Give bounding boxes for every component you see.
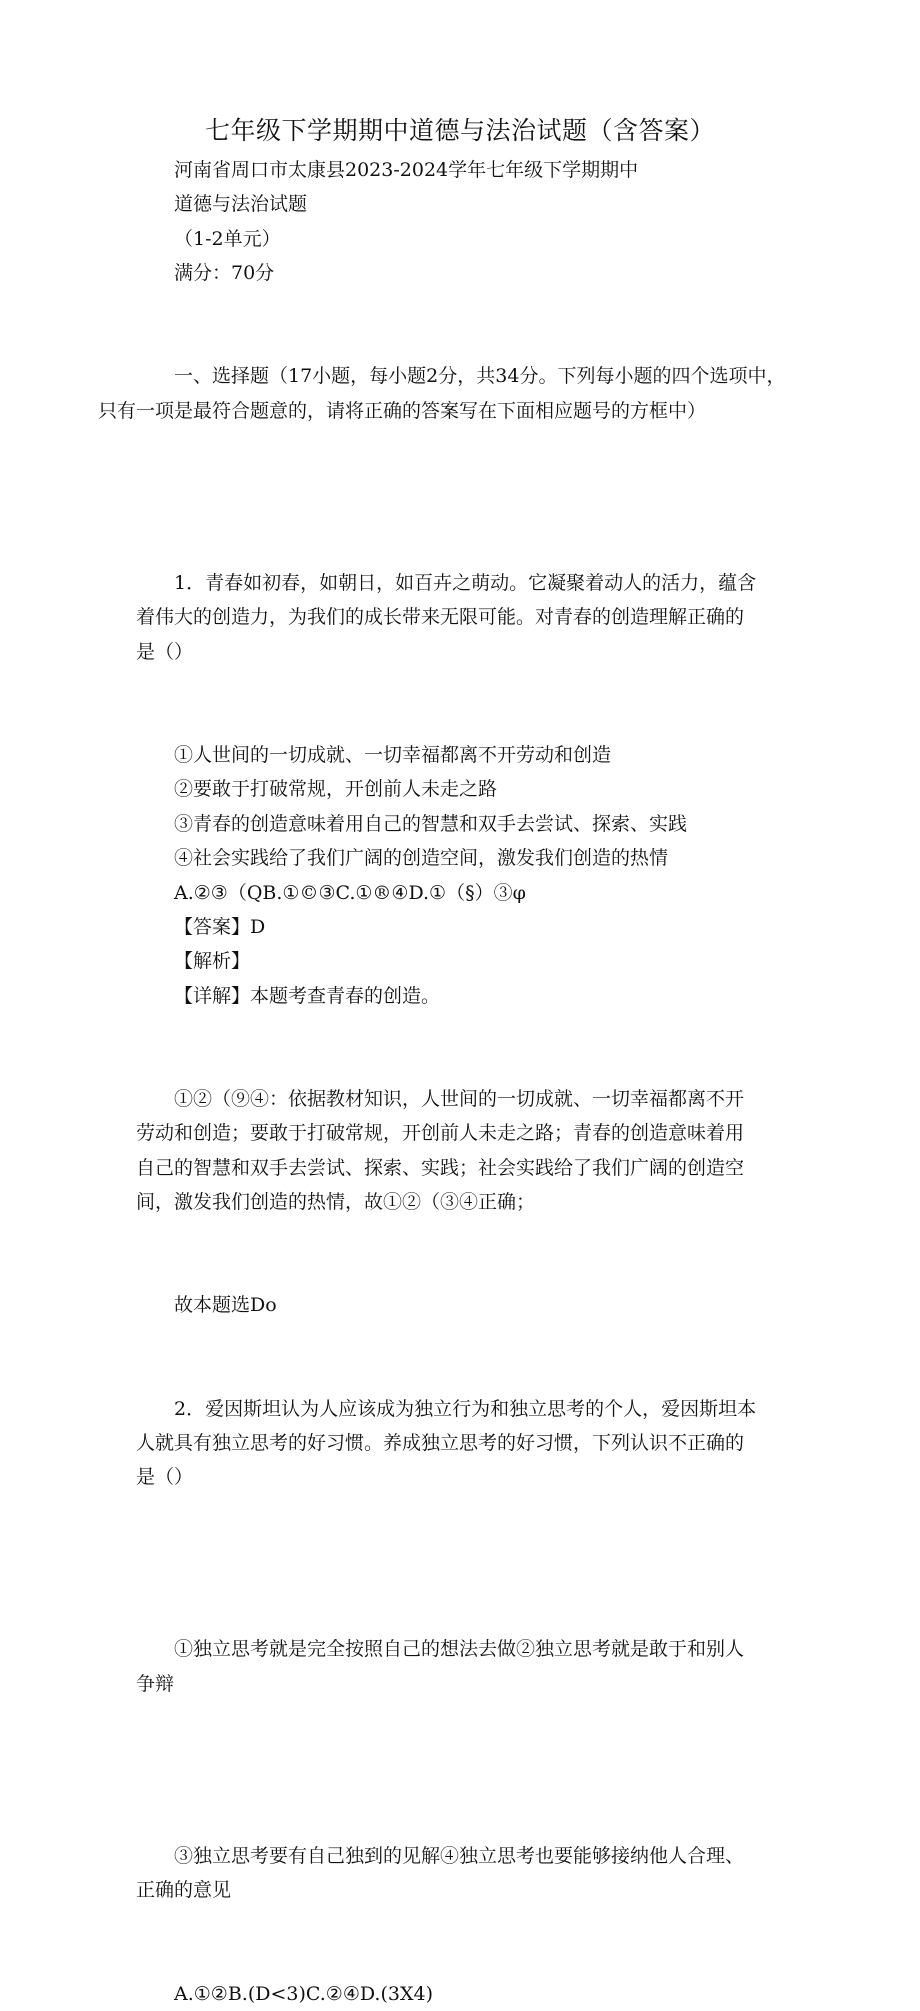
q2-item-line: 正确的意见 (136, 1879, 232, 1902)
q1-item: ③青春的创造意味着用自己的智慧和双手去尝试、探索、实践 (174, 812, 688, 835)
q1-explanation (136, 1013, 796, 1288)
header-line-subject: 道德与法治试题 (174, 193, 308, 216)
q1-explanation-line: 自己的智慧和双手去尝试、探索、实践；社会实践给了我们广阔的创造空 (136, 1156, 745, 1179)
q1-analysis-label: 【解析】 (174, 950, 251, 973)
q2-stem (136, 1323, 796, 1564)
section-intro-line: 只有一项是最符合题意的，请将正确的答案写在下面相应题号的方框中） (98, 399, 707, 422)
q2-item-line: 争辩 (136, 1672, 175, 1695)
q2-item-line: ③独立思考要有自己独到的见解④独立思考也要能够接纳他人合理、 (174, 1844, 745, 1867)
section-intro (98, 291, 796, 497)
q1-stem-line: 1．青春如初春，如朝日，如百卉之萌动。它凝聚着动人的活力，蕴含 (174, 571, 757, 594)
q1-item: ②要敢于打破常规，开创前人未走之路 (174, 778, 498, 801)
q1-detail: 【详解】本题考查青春的创造。 (174, 984, 441, 1007)
q2-item-line: ①独立思考就是完全按照自己的想法去做②独立思考就是敢于和别人 (174, 1638, 745, 1661)
q2-options: A.①②B.(D<3)C.②④D.(3X4) (174, 1982, 433, 2005)
q2-stem-line: 人就具有独立思考的好习惯。养成独立思考的好习惯，下列认识不正确的 (136, 1432, 745, 1455)
q1-options: A.②③（QB.①©③C.①®④D.①（§）③φ (174, 881, 526, 904)
q1-stem (136, 497, 796, 738)
q1-stem-line: 是（） (136, 640, 194, 663)
document-body (98, 153, 796, 2011)
q1-item: ①人世间的一切成就、一切幸福都离不开劳动和创造 (174, 743, 612, 766)
q1-explanation-line: ①②（⑨④：依据教材知识，人世间的一切成就、一切幸福都离不开 (174, 1087, 745, 1110)
section-intro-line: 一、选择题（17小题，每小题2分，共34分。下列每小题的四个选项中， (174, 365, 786, 388)
q2-items-b (136, 1770, 796, 1976)
q2-stem-line: 2．爱因斯坦认为人应该成为独立行为和独立思考的个人，爱因斯坦本 (174, 1397, 757, 1420)
page-title: 七年级下学期期中道德与法治试题（含答案） (204, 116, 715, 145)
q1-explanation-line: 劳动和创造；要敢于打破常规，开创前人未走之路；青春的创造意味着用 (136, 1122, 745, 1145)
header-line-region: 河南省周口市太康县2023-2024学年七年级下学期期中 (174, 159, 639, 181)
q1-item: ④社会实践给了我们广阔的创造空间，激发我们创造的热情 (174, 847, 669, 870)
q1-explanation-line: 间，激发我们创造的热情，故①②（③④正确； (136, 1191, 536, 1214)
q2-items-a (136, 1564, 796, 1770)
q2-stem-line: 是（） (136, 1466, 194, 1489)
q1-conclusion: 故本题选Do (174, 1294, 277, 1317)
header-line-units: （1-2单元） (174, 227, 281, 250)
q1-answer: 【答案】D (174, 915, 266, 938)
header-line-score: 满分：70分 (174, 262, 275, 285)
q1-stem-line: 着伟大的创造力，为我们的成长带来无限可能。对青春的创造理解正确的 (136, 606, 745, 629)
